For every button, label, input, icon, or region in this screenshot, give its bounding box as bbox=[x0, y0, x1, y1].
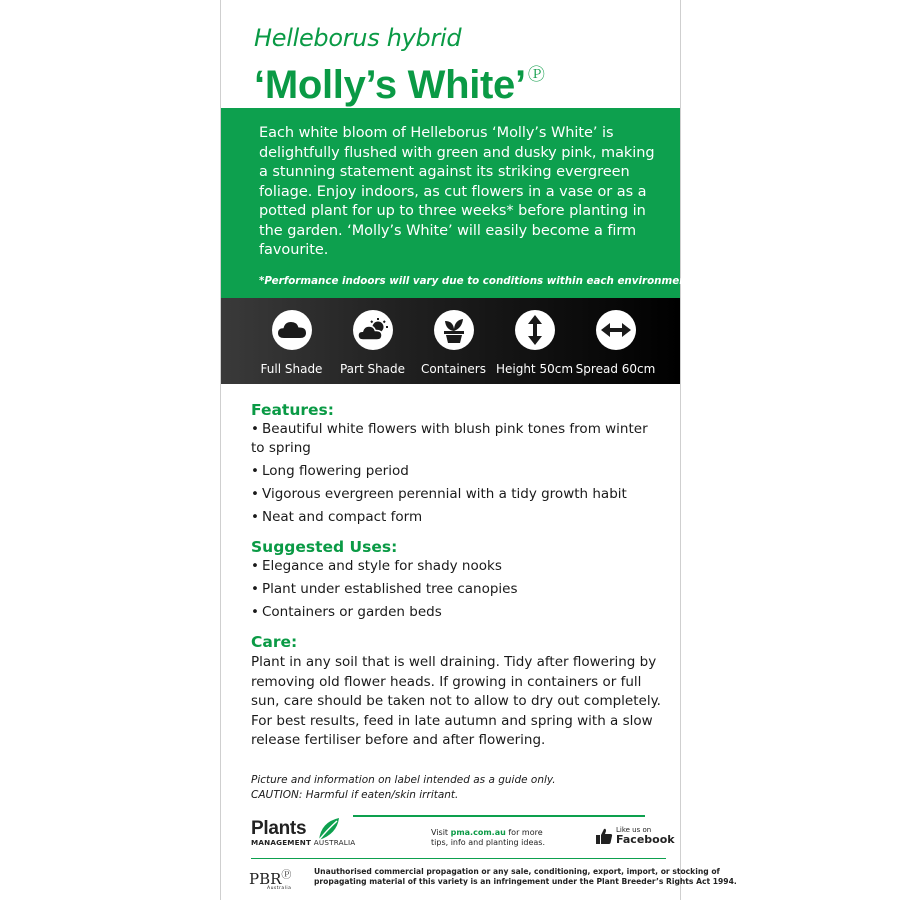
condition-label: Part Shade bbox=[339, 362, 406, 376]
plant-label bbox=[220, 0, 737, 900]
care-text: Plant in any soil that is well draining. Tidy after flowering by removing old flower heads. If growing in containers or full sun, care should be taken not to allow to dry out completely. For best results, feed in late autumn and spring with a slow release fertiliser before and after flowering. bbox=[251, 654, 661, 748]
list-item: • Plant under established tree canopies bbox=[251, 581, 518, 597]
disclaimer bbox=[251, 773, 662, 804]
condition-label: Containers bbox=[421, 362, 486, 376]
website-link[interactable]: pma.com.au bbox=[450, 828, 506, 837]
cultivar-name: ‘Molly’s White’ Ⓟ bbox=[254, 63, 545, 107]
height-arrow-icon bbox=[515, 310, 555, 350]
list-item: • Long flowering period bbox=[251, 463, 409, 479]
label-body bbox=[221, 384, 680, 804]
pma-logo-word: Plants bbox=[251, 818, 307, 839]
thumbs-up-icon bbox=[595, 827, 613, 845]
facebook-text: Like us on Facebook bbox=[616, 826, 675, 846]
features-heading: Features: bbox=[251, 401, 334, 419]
disclaimer-caution: CAUTION: Harmful if eaten/skin irritant. bbox=[251, 789, 459, 801]
uses-heading: Suggested Uses: bbox=[251, 538, 398, 556]
pma-logo-sub: MANAGEMENT AUSTRALIA bbox=[251, 838, 356, 847]
list-item: • Beautiful white flowers with blush pink tones from winter to spring bbox=[251, 421, 648, 456]
list-item: • Vigorous evergreen perennial with a tidy growth habit bbox=[251, 486, 627, 502]
performance-footnote: *Performance indoors will vary due to conditions within each environment. bbox=[259, 274, 696, 287]
pbr-country: Australia bbox=[267, 886, 292, 891]
condition-height bbox=[494, 310, 575, 384]
condition-containers bbox=[413, 310, 494, 384]
pbr-logo: PBRⓅ bbox=[249, 870, 292, 888]
visit-website: Visit pma.com.au for more tips, info and planting ideas. bbox=[431, 828, 545, 847]
sun-cloud-icon bbox=[353, 310, 393, 350]
genus-name: Helleborus hybrid bbox=[254, 24, 462, 52]
condition-label: Height 50cm bbox=[495, 362, 574, 376]
pbr-symbol: Ⓟ bbox=[527, 65, 545, 84]
care-heading: Care: bbox=[251, 633, 298, 651]
pma-logo bbox=[251, 818, 355, 847]
description-text: Each white bloom of Helleborus ‘Molly’s White’ is delightfully flushed with green and dusky pink, making a stunning statement against its striking evergreen foliage. Enjoy indoors, as cut flowers in a vase or as a potted plant for up to three weeks* before planting in the garden. ‘Molly’s White’ will easily become a firm favourite. bbox=[259, 125, 655, 258]
cloud-icon bbox=[272, 310, 312, 350]
spread-arrow-icon bbox=[596, 310, 636, 350]
condition-label: Full Shade bbox=[260, 362, 323, 376]
pbr-notice: Unauthorised commercial propagation or any sale, conditioning, export, import, or stocking of propagating material of this variety is an infringement under the Plant Breeder’s Rights Act 1994. bbox=[314, 867, 737, 886]
condition-part-shade bbox=[332, 310, 413, 384]
list-item: • Elegance and style for shady nooks bbox=[251, 558, 502, 574]
footer bbox=[251, 810, 675, 850]
facebook-badge[interactable] bbox=[595, 826, 675, 846]
condition-label: Spread 60cm bbox=[575, 362, 656, 376]
condition-spread bbox=[575, 310, 656, 384]
disclaimer-guide: Picture and information on label intended as a guide only. bbox=[251, 773, 556, 786]
conditions-icon-bar bbox=[221, 298, 680, 384]
description-panel bbox=[221, 108, 696, 298]
label-header bbox=[221, 0, 680, 108]
list-item: • Containers or garden beds bbox=[251, 604, 442, 620]
pbr-divider bbox=[251, 858, 666, 859]
pot-plant-icon bbox=[434, 310, 474, 350]
leaf-icon bbox=[317, 816, 345, 842]
condition-full-shade bbox=[251, 310, 332, 384]
list-item: • Neat and compact form bbox=[251, 509, 423, 525]
